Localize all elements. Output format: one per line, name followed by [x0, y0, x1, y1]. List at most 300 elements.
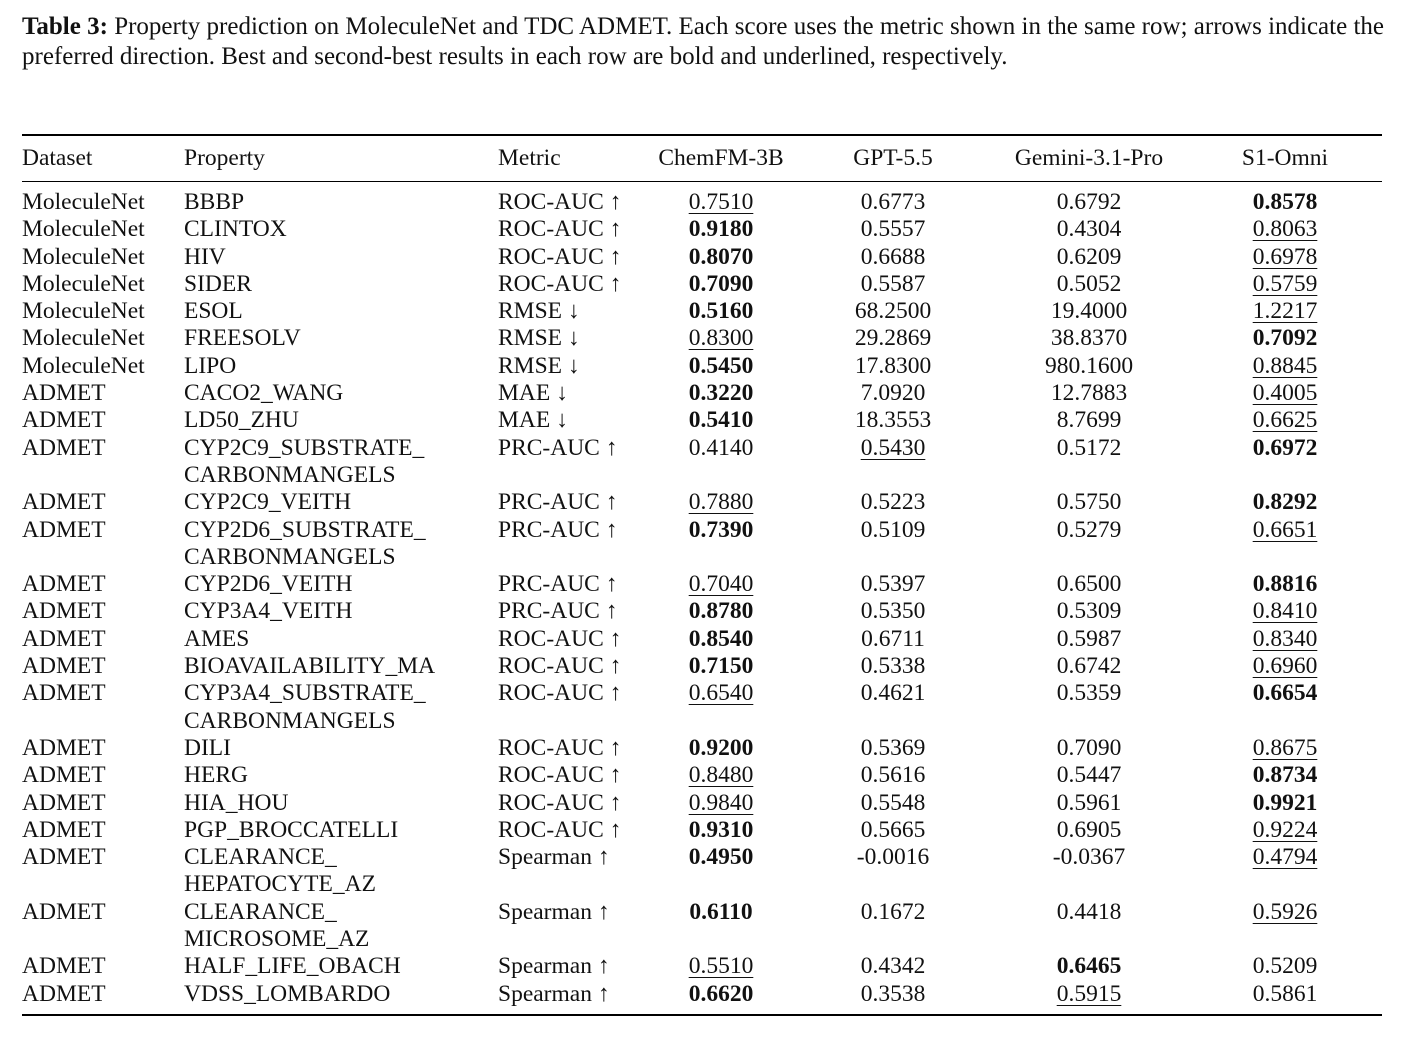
cell-gemini: [990, 680, 1188, 735]
caption-label: Table 3:: [22, 13, 108, 40]
property-line: CYP2C9_SUBSTRATE_: [184, 434, 425, 461]
cell-gpt: [796, 271, 990, 298]
property-line: CARBONMANGELS: [184, 543, 396, 570]
cell-chemfm: [646, 571, 796, 598]
score-value: 0.7150: [688, 653, 754, 680]
cell-property: [184, 844, 498, 899]
cell-metric: ROC-AUC ↑: [498, 789, 622, 816]
property-line: HEPATOCYTE_AZ: [184, 871, 376, 898]
score-value: 0.5359: [1056, 680, 1122, 707]
score-value: 12.7883: [1050, 380, 1128, 407]
score-value: 0.4304: [1056, 216, 1122, 243]
property-line: CLINTOX: [184, 216, 287, 243]
score-value: 7.0920: [860, 380, 926, 407]
bottom-rule: [22, 1014, 1382, 1016]
cell-property: [184, 680, 498, 735]
cell-dataset: MoleculeNet: [22, 270, 145, 297]
property-line: CYP2D6_VEITH: [184, 571, 353, 598]
cell-chemfm: [646, 216, 796, 243]
table-row: [22, 353, 1382, 380]
col-header-gemini: Gemini-3.1-Pro: [1014, 145, 1164, 171]
cell-property: [184, 790, 498, 817]
results-table-container: [22, 134, 1382, 1016]
property-line: ESOL: [184, 298, 243, 325]
cell-property: [184, 435, 498, 490]
property-line: CYP2D6_SUBSTRATE_: [184, 516, 426, 543]
score-value: 0.5557: [860, 216, 926, 243]
score-value: 0.8780: [688, 598, 754, 625]
cell-property: [184, 298, 498, 325]
cell-chemfm: [646, 407, 796, 434]
cell-metric: ROC-AUC ↑: [498, 243, 622, 270]
cell-gemini: [990, 817, 1188, 844]
score-value: 0.5587: [860, 270, 926, 297]
cell-chemfm: [646, 680, 796, 735]
score-value: 0.6978: [1252, 243, 1318, 270]
cell-gpt: [796, 680, 990, 735]
cell-dataset: ADMET: [22, 489, 106, 516]
cell-chemfm: [646, 489, 796, 516]
score-value: 0.8578: [1252, 189, 1318, 215]
cell-s1omni: [1188, 571, 1382, 598]
score-value: 0.8063: [1252, 216, 1318, 243]
cell-metric: ROC-AUC ↑: [498, 816, 622, 843]
cell-property: [184, 626, 498, 653]
score-value: 0.8540: [688, 625, 754, 652]
table-row: [22, 680, 1382, 735]
cell-dataset: ADMET: [22, 734, 106, 761]
results-table: [22, 136, 1382, 1008]
cell-metric: PRC-AUC ↑: [498, 571, 618, 598]
cell-dataset: ADMET: [22, 762, 106, 789]
cell-gpt: [796, 735, 990, 762]
score-value: 0.4794: [1252, 844, 1318, 871]
cell-dataset: MoleculeNet: [22, 243, 145, 270]
score-value: -0.0016: [856, 844, 930, 871]
cell-s1omni: [1188, 598, 1382, 625]
cell-gpt: [796, 844, 990, 899]
cell-property: [184, 216, 498, 243]
score-value: 0.9180: [688, 216, 754, 243]
score-value: 1.2217: [1252, 298, 1318, 325]
cell-gemini: [990, 380, 1188, 407]
cell-gpt: [796, 435, 990, 490]
cell-s1omni: [1188, 817, 1382, 844]
cell-property: [184, 653, 498, 680]
score-value: 0.8734: [1252, 762, 1318, 789]
property-line: CARBONMANGELS: [184, 707, 396, 734]
table-row: [22, 598, 1382, 625]
cell-gpt: [796, 517, 990, 572]
cell-metric: MAE ↓: [498, 407, 568, 434]
score-value: 0.5510: [688, 953, 754, 980]
cell-chemfm: [646, 325, 796, 352]
col-header-s1omni: S1-Omni: [1241, 145, 1329, 171]
score-value: 0.7090: [1056, 734, 1122, 761]
score-value: 0.5450: [688, 352, 754, 379]
cell-gpt: [796, 899, 990, 954]
score-value: 0.3220: [688, 380, 754, 407]
table-row: [22, 817, 1382, 844]
cell-gpt: [796, 598, 990, 625]
cell-s1omni: [1188, 325, 1382, 352]
score-value: 38.8370: [1050, 325, 1128, 352]
cell-s1omni: [1188, 735, 1382, 762]
cell-chemfm: [646, 298, 796, 325]
score-value: 0.1672: [860, 898, 926, 925]
cell-dataset: ADMET: [22, 680, 106, 707]
cell-metric: RMSE ↓: [498, 325, 580, 352]
property-line: HERG: [184, 762, 248, 789]
table-row: [22, 517, 1382, 572]
cell-dataset: ADMET: [22, 953, 106, 980]
score-value: 0.6792: [1056, 189, 1122, 215]
cell-gemini: [990, 216, 1188, 243]
score-value: 0.5397: [860, 571, 926, 598]
score-value: 0.7090: [688, 270, 754, 297]
score-value: 0.5447: [1056, 762, 1122, 789]
cell-metric: ROC-AUC ↑: [498, 762, 622, 789]
table-row: [22, 244, 1382, 271]
cell-gemini: [990, 953, 1188, 980]
score-value: 17.8300: [854, 352, 932, 379]
table-body: [22, 182, 1382, 1008]
score-value: 0.8410: [1252, 598, 1318, 625]
cell-s1omni: [1188, 489, 1382, 516]
score-value: 8.7699: [1056, 407, 1122, 434]
table-row: [22, 762, 1382, 789]
cell-s1omni: [1188, 407, 1382, 434]
cell-property: [184, 489, 498, 516]
cell-gpt: [796, 407, 990, 434]
property-line: BIOAVAILABILITY_MA: [184, 653, 436, 680]
cell-gemini: [990, 517, 1188, 572]
cell-s1omni: [1188, 517, 1382, 572]
cell-s1omni: [1188, 653, 1382, 680]
cell-chemfm: [646, 653, 796, 680]
cell-metric: ROC-AUC ↑: [498, 734, 622, 761]
score-value: -0.0367: [1052, 844, 1126, 871]
cell-gemini: [990, 571, 1188, 598]
table-row: [22, 626, 1382, 653]
cell-s1omni: [1188, 953, 1382, 980]
cell-gpt: [796, 762, 990, 789]
cell-metric: PRC-AUC ↑: [498, 489, 618, 516]
cell-metric: RMSE ↓: [498, 298, 580, 325]
cell-gpt: [796, 953, 990, 980]
property-line: HIV: [184, 243, 226, 270]
cell-metric: PRC-AUC ↑: [498, 434, 618, 461]
cell-chemfm: [646, 271, 796, 298]
cell-s1omni: [1188, 680, 1382, 735]
cell-gemini: [990, 489, 1188, 516]
cell-dataset: MoleculeNet: [22, 189, 145, 215]
cell-chemfm: [646, 790, 796, 817]
score-value: 0.4621: [860, 680, 926, 707]
cell-metric: Spearman ↑: [498, 898, 610, 925]
property-line: LD50_ZHU: [184, 407, 299, 434]
table-row: [22, 182, 1382, 216]
score-value: 0.4140: [688, 434, 754, 461]
score-value: 0.6972: [1252, 434, 1318, 461]
score-value: 0.3538: [860, 980, 926, 1007]
score-value: 0.6110: [689, 898, 753, 925]
score-value: 0.6905: [1056, 816, 1122, 843]
cell-gemini: [990, 244, 1188, 271]
cell-s1omni: [1188, 435, 1382, 490]
cell-dataset: ADMET: [22, 653, 106, 680]
score-value: 0.6540: [688, 680, 754, 707]
cell-gpt: [796, 353, 990, 380]
score-value: 0.7510: [688, 189, 754, 215]
score-value: 0.5616: [860, 762, 926, 789]
cell-s1omni: [1188, 899, 1382, 954]
score-value: 0.5665: [860, 816, 926, 843]
table-row: [22, 435, 1382, 490]
cell-s1omni: [1188, 271, 1382, 298]
score-value: 0.4005: [1252, 380, 1318, 407]
col-header-dataset: Dataset: [22, 145, 93, 171]
cell-property: [184, 353, 498, 380]
table-row: [22, 790, 1382, 817]
cell-dataset: ADMET: [22, 434, 106, 461]
cell-chemfm: [646, 844, 796, 899]
cell-chemfm: [646, 244, 796, 271]
cell-property: [184, 981, 498, 1008]
cell-s1omni: [1188, 380, 1382, 407]
score-value: 0.6742: [1056, 653, 1122, 680]
cell-metric: Spearman ↑: [498, 844, 610, 871]
cell-gemini: [990, 271, 1188, 298]
cell-gemini: [990, 182, 1188, 216]
cell-chemfm: [646, 517, 796, 572]
cell-property: [184, 899, 498, 954]
cell-gemini: [990, 325, 1188, 352]
table-row: [22, 571, 1382, 598]
score-value: 0.5309: [1056, 598, 1122, 625]
cell-dataset: ADMET: [22, 380, 106, 407]
col-header-chemfm: ChemFM-3B: [658, 145, 784, 171]
cell-chemfm: [646, 626, 796, 653]
cell-s1omni: [1188, 844, 1382, 899]
score-value: 0.5160: [688, 298, 754, 325]
cell-s1omni: [1188, 216, 1382, 243]
caption-text: Property prediction on MoleculeNet and TDC ADMET. Each score uses the metric shown in the same row; arrows indicate the preferred direction. Best and second-best results in each row are bold and underlined, respectively.: [22, 13, 1384, 70]
cell-chemfm: [646, 953, 796, 980]
table-row: [22, 844, 1382, 899]
score-value: 0.5052: [1056, 270, 1122, 297]
property-line: VDSS_LOMBARDO: [184, 980, 391, 1007]
cell-gpt: [796, 817, 990, 844]
cell-gemini: [990, 844, 1188, 899]
score-value: 0.5961: [1056, 789, 1122, 816]
table-row: [22, 899, 1382, 954]
cell-metric: Spearman ↑: [498, 980, 610, 1007]
cell-gpt: [796, 244, 990, 271]
property-line: CLEARANCE_: [184, 898, 337, 925]
cell-property: [184, 953, 498, 980]
score-value: 0.6500: [1056, 571, 1122, 598]
cell-gemini: [990, 298, 1188, 325]
cell-property: [184, 598, 498, 625]
score-value: 0.9224: [1252, 816, 1318, 843]
cell-dataset: MoleculeNet: [22, 325, 145, 352]
score-value: 0.5926: [1252, 898, 1318, 925]
cell-dataset: ADMET: [22, 598, 106, 625]
score-value: 0.6625: [1252, 407, 1318, 434]
property-line: DILI: [184, 734, 231, 761]
cell-metric: PRC-AUC ↑: [498, 598, 618, 625]
cell-metric: PRC-AUC ↑: [498, 516, 618, 543]
score-value: 0.6654: [1252, 680, 1318, 707]
cell-gemini: [990, 762, 1188, 789]
property-line: LIPO: [184, 352, 237, 379]
score-value: 0.9840: [688, 789, 754, 816]
score-value: 0.8675: [1252, 734, 1318, 761]
cell-s1omni: [1188, 244, 1382, 271]
header-row: [22, 136, 1382, 181]
cell-property: [184, 571, 498, 598]
score-value: 0.6651: [1252, 516, 1318, 543]
score-value: 0.9310: [688, 816, 754, 843]
score-value: 0.5369: [860, 734, 926, 761]
cell-dataset: MoleculeNet: [22, 216, 145, 243]
cell-s1omni: [1188, 790, 1382, 817]
cell-dataset: ADMET: [22, 407, 106, 434]
cell-gpt: [796, 216, 990, 243]
cell-s1omni: [1188, 626, 1382, 653]
score-value: 0.4950: [688, 844, 754, 871]
table-row: [22, 216, 1382, 243]
property-line: MICROSOME_AZ: [184, 926, 370, 953]
cell-gemini: [990, 435, 1188, 490]
score-value: 0.5172: [1056, 434, 1122, 461]
score-value: 0.5759: [1252, 270, 1318, 297]
cell-metric: ROC-AUC ↑: [498, 216, 622, 243]
table-row: [22, 653, 1382, 680]
cell-metric: MAE ↓: [498, 380, 568, 407]
score-value: 0.6711: [861, 625, 925, 652]
property-line: BBBP: [184, 189, 245, 215]
score-value: 18.3553: [854, 407, 932, 434]
score-value: 0.5209: [1252, 953, 1318, 980]
score-value: 0.7092: [1252, 325, 1318, 352]
cell-property: [184, 271, 498, 298]
score-value: 0.6209: [1056, 243, 1122, 270]
property-line: FREESOLV: [184, 325, 301, 352]
cell-metric: Spearman ↑: [498, 953, 610, 980]
cell-gemini: [990, 353, 1188, 380]
score-value: 0.5279: [1056, 516, 1122, 543]
cell-gpt: [796, 325, 990, 352]
table-row: [22, 981, 1382, 1008]
score-value: 0.6773: [860, 189, 926, 215]
table-row: [22, 298, 1382, 325]
cell-gpt: [796, 489, 990, 516]
score-value: 0.5915: [1056, 980, 1122, 1007]
score-value: 0.5109: [860, 516, 926, 543]
cell-dataset: MoleculeNet: [22, 298, 145, 325]
table-caption: [22, 12, 1384, 71]
score-value: 0.4342: [860, 953, 926, 980]
cell-s1omni: [1188, 353, 1382, 380]
score-value: 29.2869: [854, 325, 932, 352]
table-row: [22, 271, 1382, 298]
cell-gpt: [796, 626, 990, 653]
property-line: CYP2C9_VEITH: [184, 489, 352, 516]
score-value: 0.5338: [860, 653, 926, 680]
table-row: [22, 489, 1382, 516]
cell-property: [184, 762, 498, 789]
property-line: CYP3A4_VEITH: [184, 598, 353, 625]
cell-property: [184, 380, 498, 407]
score-value: 0.6620: [688, 980, 754, 1007]
cell-dataset: ADMET: [22, 625, 106, 652]
score-value: 0.5861: [1252, 980, 1318, 1007]
score-value: 68.2500: [854, 298, 932, 325]
score-value: 0.8070: [688, 243, 754, 270]
cell-metric: ROC-AUC ↑: [498, 189, 622, 215]
table-row: [22, 380, 1382, 407]
cell-chemfm: [646, 598, 796, 625]
cell-property: [184, 244, 498, 271]
property-line: HALF_LIFE_OBACH: [184, 953, 401, 980]
cell-gpt: [796, 790, 990, 817]
cell-chemfm: [646, 899, 796, 954]
cell-chemfm: [646, 182, 796, 216]
cell-metric: ROC-AUC ↑: [498, 270, 622, 297]
property-line: CARBONMANGELS: [184, 461, 396, 488]
cell-property: [184, 325, 498, 352]
cell-metric: RMSE ↓: [498, 352, 580, 379]
cell-gpt: [796, 653, 990, 680]
cell-chemfm: [646, 981, 796, 1008]
score-value: 0.6688: [860, 243, 926, 270]
cell-chemfm: [646, 762, 796, 789]
table-row: [22, 953, 1382, 980]
score-value: 0.5548: [860, 789, 926, 816]
cell-metric: ROC-AUC ↑: [498, 680, 622, 707]
cell-dataset: MoleculeNet: [22, 352, 145, 379]
cell-gemini: [990, 790, 1188, 817]
cell-metric: ROC-AUC ↑: [498, 625, 622, 652]
cell-gemini: [990, 598, 1188, 625]
cell-dataset: ADMET: [22, 789, 106, 816]
cell-gemini: [990, 981, 1188, 1008]
score-value: 0.8845: [1252, 352, 1318, 379]
property-line: HIA_HOU: [184, 789, 289, 816]
cell-chemfm: [646, 435, 796, 490]
cell-property: [184, 517, 498, 572]
score-value: 0.9921: [1252, 789, 1318, 816]
score-value: 19.4000: [1050, 298, 1128, 325]
cell-chemfm: [646, 353, 796, 380]
cell-gemini: [990, 653, 1188, 680]
score-value: 0.6960: [1252, 653, 1318, 680]
cell-s1omni: [1188, 182, 1382, 216]
score-value: 0.4418: [1056, 898, 1122, 925]
score-value: 0.7390: [688, 516, 754, 543]
cell-s1omni: [1188, 762, 1382, 789]
table-row: [22, 325, 1382, 352]
score-value: 0.5430: [860, 434, 926, 461]
score-value: 0.8816: [1252, 571, 1318, 598]
cell-gemini: [990, 735, 1188, 762]
cell-dataset: ADMET: [22, 816, 106, 843]
table-row: [22, 735, 1382, 762]
score-value: 0.5350: [860, 598, 926, 625]
cell-s1omni: [1188, 981, 1382, 1008]
